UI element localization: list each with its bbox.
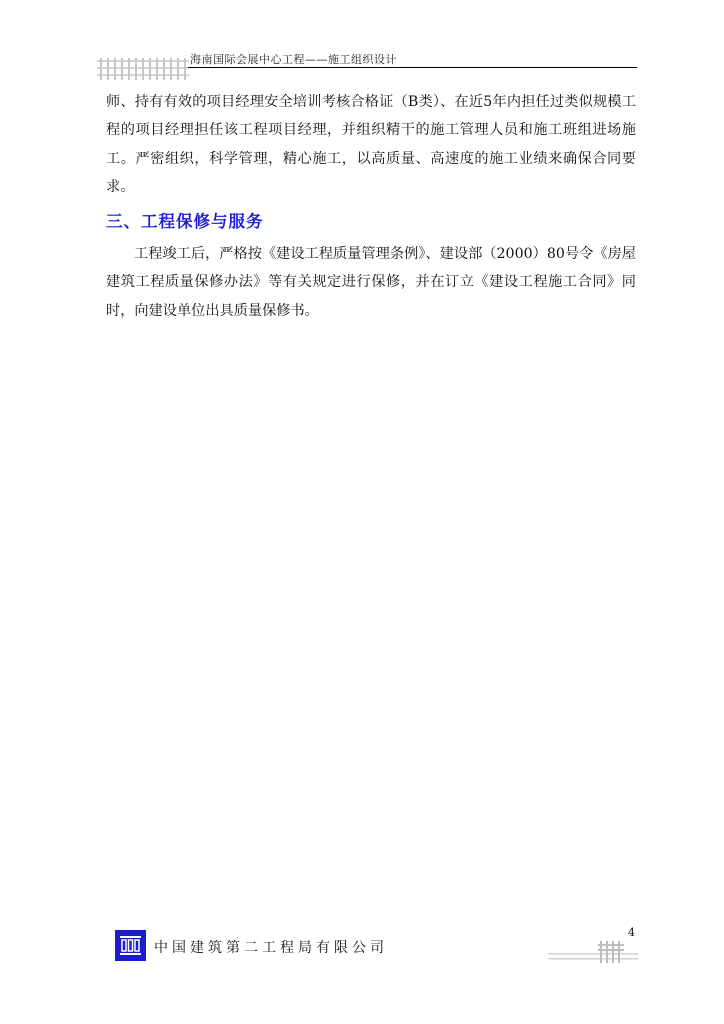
header-divider — [188, 67, 637, 68]
footer-decoration-icon — [548, 938, 638, 964]
header-title: 海南国际会展中心工程——施工组织设计 — [190, 53, 397, 66]
section-heading: 三、工程保修与服务 — [106, 212, 264, 231]
page-number: 4 — [628, 926, 635, 939]
header-decoration-icon — [97, 58, 189, 80]
footer-company-name: 中国建筑第二工程局有限公司 — [154, 940, 388, 956]
section-paragraph: 工程竣工后，严格按《建设工程质量管理条例》、建设部（2000）80号令《房屋建筑工程质量保修办法》等有关规定进行保修，并在订立《建设工程施工合同》同时，向建设单位出具质量保修书。 — [106, 246, 636, 319]
body-paragraph: 师、持有有效的项目经理安全培训考核合格证（B类）、在近5年内担任过类似规模工程的项目经理担任该工程项目经理，并组织精干的施工管理人员和施工班组进场施工。严密组织，科学管理，精心施工，以高质量、高速度的施工业绩来确保合同要求。 — [106, 94, 636, 195]
company-logo-icon — [115, 930, 146, 961]
